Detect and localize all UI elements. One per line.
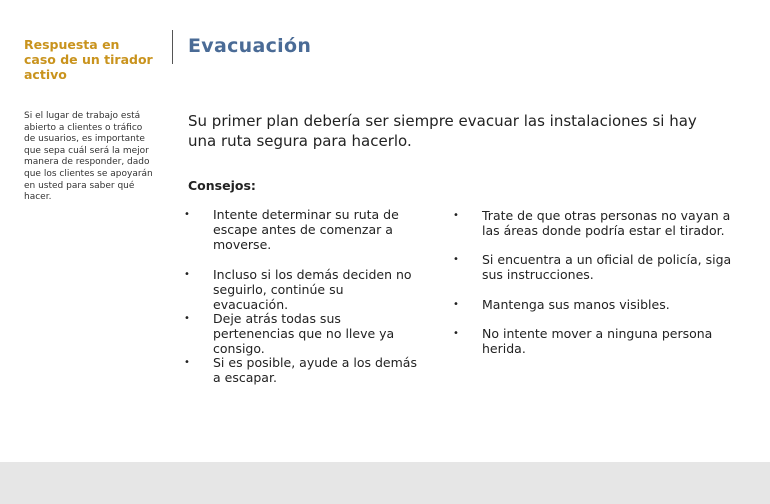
bullet-icon: • (184, 313, 190, 324)
tip-text: Deje atrás todas sus pertenencias que no lleve ya consigo. (213, 311, 395, 356)
tip-text: Incluso si los demás deciden no seguirlo, continúe su evacuación. (213, 267, 412, 312)
tip-text: Trate de que otras personas no vayan a las áreas donde podría estar el tirador. (482, 208, 731, 238)
title-divider (172, 30, 173, 64)
tip-text: Mantenga sus manos visibles. (482, 297, 670, 312)
intro-paragraph: Su primer plan debería ser siempre evacuar las instalaciones si hay una ruta segura para hacerlo. (188, 112, 697, 150)
bullet-icon: • (453, 299, 459, 310)
tip-text: Si es posible, ayude a los demás a escapar. (213, 355, 417, 385)
bullet-icon: • (453, 210, 459, 221)
tip-text: No intente mover a ninguna persona herida. (482, 326, 713, 356)
page-title: Evacuación (188, 35, 312, 57)
bullet-icon: • (184, 269, 190, 280)
bullet-icon: • (453, 328, 459, 339)
bullet-icon: • (453, 254, 459, 265)
footer-band (0, 462, 770, 504)
bullet-icon: • (184, 357, 190, 368)
tip-text: Intente determinar su ruta de escape antes de comenzar a moverse. (213, 207, 399, 252)
tips-heading: Consejos: (188, 178, 256, 193)
sidebar-body: Si el lugar de trabajo está abierto a clientes o tráfico de usuarios, es importante que sepa cuál será la mejor manera de responder, dado que los clientes se apoyarán en usted para saber qué hacer. (24, 111, 153, 203)
tip-text: Si encuentra a un oficial de policía, siga sus instrucciones. (482, 252, 732, 282)
sidebar-title: Respuesta en caso de un tirador activo (24, 37, 153, 82)
bullet-icon: • (184, 209, 190, 220)
